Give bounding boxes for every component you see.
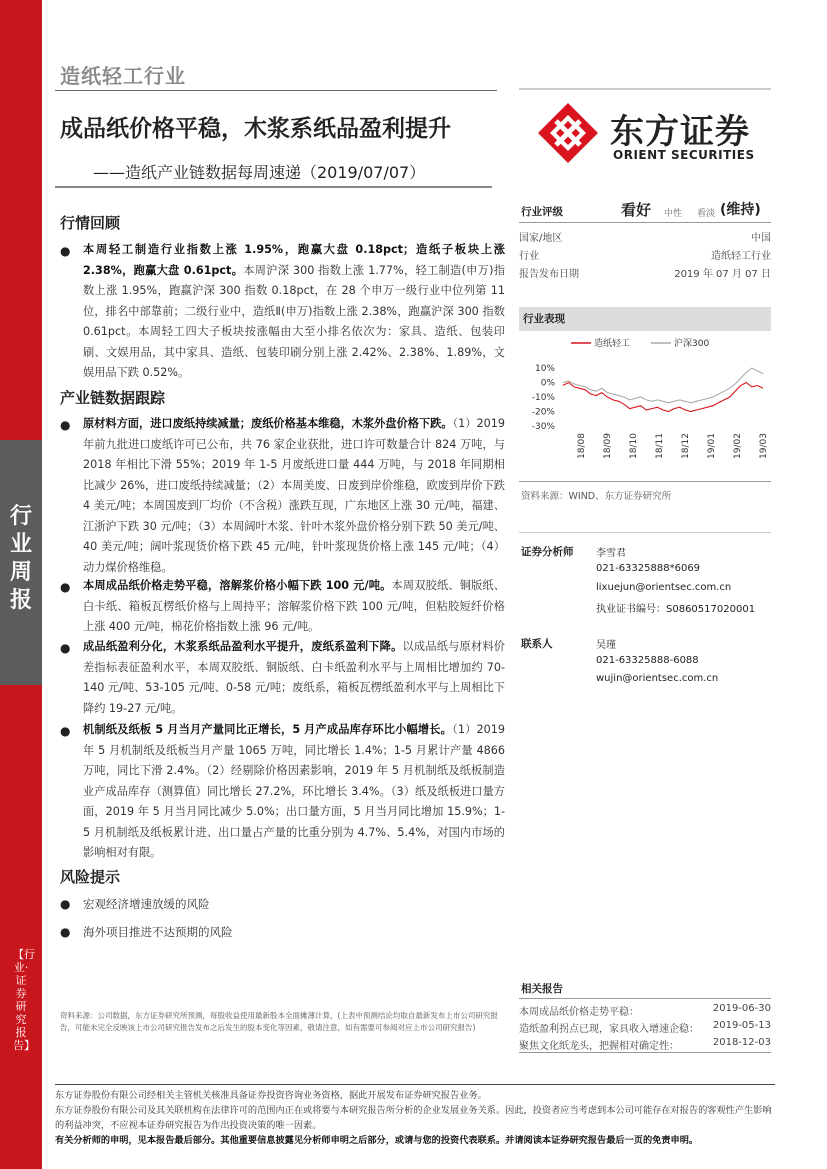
related-report-date: 2018-12-03 [712, 1037, 771, 1048]
company-logo [536, 101, 600, 165]
x-tick-label: 18/09 [603, 433, 613, 459]
related-report-row[interactable] [519, 1003, 771, 1018]
x-tick-label: 18/08 [577, 433, 587, 459]
info-row-date [519, 265, 771, 280]
divider [55, 1084, 775, 1085]
chain-item-lead: 原材料方面，进口废纸持续减量；废纸价格基本维稳，木浆外盘价格下跌。 [83, 417, 453, 430]
related-report-row[interactable] [519, 1020, 771, 1035]
section-heading-risk: 风险提示 [60, 868, 121, 886]
contact-name: 吴瑾 [596, 640, 616, 651]
legend-label: 沪深300 [674, 339, 710, 349]
bullet-icon: ● [60, 897, 71, 911]
chain-item [83, 414, 505, 578]
chain-item-text: 本周双胶纸、铜版纸、白卡纸、箱板瓦楞纸价格与上周持平；溶解浆价格下跌 100 元/吨，但粘胶短纤价格上涨 400 元/吨，棉花价格指数上涨 96 元/吨。 [83, 579, 505, 633]
market-review-paragraph [83, 240, 505, 384]
y-tick-label: -30% [531, 422, 555, 432]
contact-phone: 021-63325888-6088 [596, 655, 699, 666]
related-report-date: 2019-06-30 [712, 1003, 771, 1014]
divider [55, 186, 492, 188]
page-subtitle: ——造纸产业链数据每周速递（2019/07/07） [93, 163, 426, 182]
info-row-country [519, 229, 771, 244]
x-tick-label: 18/11 [655, 433, 665, 459]
market-review-text: 本周沪深 300 指数上涨 1.77%，轻工制造(申万)指数上涨 1.95%，跑赢沪深 300 指数 0.18pct，在 28 个申万一级行业中位列第 11 位，排名中部靠前；二级行业中，造纸Ⅱ(申万)指数上涨 2.38%，跑赢沪深 300 指数 0.61pct。本周轻工四大子板块按涨幅由大至小排名依次为：家具、造纸、包装印刷、文娱用品，其中家具、造纸、包装印刷分别上涨 2.42%、2.38%、1.89%，文娱用品下跌 0.52%。 [83, 263, 505, 379]
series-line [563, 383, 763, 412]
contact-label: 联系人 [521, 638, 553, 650]
footer-line: 东方证券股份有限公司经相关主管机关核准具备证券投资咨询业务资格，据此开展发布证券研究报告业务。 [55, 1090, 487, 1101]
divider [519, 998, 771, 999]
chain-item [83, 720, 505, 864]
y-tick-label: 10% [534, 364, 555, 374]
related-report-row[interactable] [519, 1037, 771, 1052]
analyst-cert: 执业证书编号：S0860517020001 [596, 604, 756, 615]
report-type-label: 行业周报 [9, 504, 32, 613]
bullet-icon: ● [60, 641, 71, 655]
x-tick-label: 18/10 [629, 433, 639, 459]
bullet-icon: ● [60, 925, 71, 939]
info-key: 国家/地区 [519, 233, 563, 244]
chain-item [83, 576, 505, 638]
chain-item [83, 637, 505, 719]
logo-en: ORIENT SECURITIES [613, 148, 755, 162]
divider [519, 88, 771, 90]
footer-line: 有关分析师的申明，见本报告最后部分。其他重要信息披露见分析师申明之后部分，或请与您的投资代表联系。并请阅读本证券研究报告最后一页的免责申明。 [55, 1135, 699, 1146]
info-value: 造纸轻工行业 [711, 251, 771, 262]
x-tick-label: 19/02 [733, 433, 743, 459]
chain-item-lead: 本周成品纸价格走势平稳，溶解浆价格小幅下跌 100 元/吨。 [83, 579, 392, 592]
info-value: 中国 [751, 233, 771, 244]
related-report-title[interactable]: 造纸盈利拐点已现，家具收入增速企稳： [519, 1024, 699, 1035]
y-tick-label: -10% [531, 393, 555, 403]
divider [519, 222, 771, 223]
info-key: 行业 [519, 251, 539, 262]
section-heading-market: 行情回顾 [60, 214, 121, 232]
industry-name: 造纸轻工行业 [60, 64, 186, 88]
risk-item: 海外项目推进不达预期的风险 [83, 925, 233, 939]
rating-option-negative: 看淡 [697, 209, 716, 219]
page-title: 成品纸价格平稳，木浆系纸品盈利提升 [60, 116, 451, 142]
chain-item-text: （1）2019 年前九批进口废纸许可已公布，共 76 家企业获批，进口许可数量合计 824 万吨，与 2018 年相比下滑 55%；2019 年 1-5 月废纸进口量 444 万吨，与 2018 年同期相比减少 26%，进口废纸持续减量；（2）本周美废、日废到岸价维稳，欧废到岸价下跌 4 美元/吨；本周国废到厂均价（不含税）涨跌互现，广东地区上涨 30 元/吨，福建、江浙沪下跌 30 元/吨；（3）本周阔叶木浆、针叶木浆外盘价格分别下跌 50 美元/吨、40 美元/吨；阔叶浆现货价格下跌 45 元/吨，针叶浆现货价格上涨 145 元/吨；（4）动力煤价格维稳。 [83, 417, 505, 574]
bullet-icon: ● [60, 724, 71, 738]
market-review-lead: 本周轻工制造行业指数上涨 1.95%，跑赢大盘 0.18pct；造纸子板块上涨 2.38%，跑赢大盘 0.61pct。 [83, 243, 505, 277]
analyst-label: 证券分析师 [521, 546, 574, 558]
divider [519, 1052, 771, 1053]
contact-email[interactable]: wujin@orientsec.com.cn [596, 673, 719, 684]
rating-status: (维持) [720, 202, 761, 218]
industry-performance-chart [519, 334, 771, 479]
risk-item: 宏观经济增速放缓的风险 [83, 897, 210, 911]
section-heading-chain: 产业链数据跟踪 [60, 389, 166, 407]
rating-label: 行业评级 [521, 206, 563, 218]
report-category-label: 【行业·证券研究报告】 [13, 948, 35, 1052]
analyst-name: 李雪君 [596, 548, 626, 559]
legend-label: 造纸轻工 [594, 339, 631, 349]
logo-cn: 东方证券 [610, 112, 750, 152]
related-report-title[interactable]: 本周成品纸价格走势平稳： [519, 1007, 639, 1018]
footer-line: 东方证券股份有限公司及其关联机构在法律许可的范围内正在或将要与本研究报告所分析的企业发展业务关系。因此，投资者应当考虑到本公司可能存在对报告的客观性产生影响的利益冲突，不应视本证券研究报告为作出投资决策的唯一因素。 [55, 1105, 772, 1131]
analyst-email[interactable]: lixuejun@orientsec.com.cn [596, 582, 732, 593]
bullet-icon: ● [60, 244, 71, 258]
chain-item-lead: 机制纸及纸板 5 月当月产量同比正增长，5 月产成品库存环比小幅增长。 [83, 723, 453, 736]
divider [519, 481, 771, 482]
bullet-icon: ● [60, 418, 71, 432]
related-report-title[interactable]: 聚焦文化纸龙头，把握相对确定性： [519, 1041, 679, 1052]
logo-mark-icon [536, 101, 600, 165]
x-tick-label: 19/01 [707, 433, 717, 459]
related-heading: 相关报告 [521, 983, 563, 995]
x-tick-label: 18/12 [681, 433, 691, 459]
info-key: 报告发布日期 [519, 269, 579, 280]
performance-heading: 行业表现 [519, 307, 771, 331]
chain-item-lead: 成品纸盈利分化，木浆系纸品盈利水平提升，废纸系盈利下降。 [83, 640, 403, 653]
source-note: 资料来源：公司数据，东方证券研究所预测，每股收益使用最新股本全面摊薄计算，(上表中预测结论均取自最新发布上市公司研究报告，可能未完全反映该上市公司研究报告发布之后发生的股本变化等因素，敬请注意，如有需要可参阅对应上市公司研究报告) [60, 1011, 498, 1032]
y-tick-label: -20% [531, 407, 555, 418]
rating-option-neutral: 中性 [664, 209, 683, 219]
chart-source: 资料来源：WIND、东方证券研究所 [521, 491, 672, 502]
chain-item-text: 以成品纸与原材料价差指标表征盈利水平，本周双胶纸、铜版纸、白卡纸盈利水平与上周相比增加约 70-140 元/吨、53-105 元/吨、0-58 元/吨；废纸系，箱板瓦楞纸盈利水平与上周相比下降约 19-27 元/吨。 [83, 640, 505, 715]
analyst-phone: 021-63325888*6069 [596, 563, 701, 574]
divider [519, 532, 771, 533]
chain-item-text: （1）2019 年 5 月机制纸及纸板当月产量 1065 万吨，同比增长 1.4%；1-5 月累计产量 4866 万吨，同比下滑 2.4%。（2）经剔除价格因素影响，2019 年 5 月机制纸及纸板制造业产成品库存（测算值）同比增长 27.2%，环比增长 3.4%。（3）纸及纸板进口量方面，2019 年 5 月当月同比减少 5.0%；出口量方面，5 月当月同比增加 15.9%；1-5 月机制纸及纸板累计进、出口量占产量的比重分别为 4.7%、5.4%，对国内市场的影响相对有限。 [83, 723, 505, 859]
footer [55, 1088, 775, 1148]
x-tick-label: 19/03 [759, 433, 769, 459]
bullet-icon: ● [60, 580, 71, 594]
series-line [563, 368, 763, 403]
rating-value: 看好 [621, 201, 652, 219]
info-value: 2019 年 07 月 07 日 [674, 269, 771, 280]
related-report-date: 2019-05-13 [712, 1020, 771, 1031]
divider [55, 90, 497, 91]
y-tick-label: 0% [540, 378, 555, 389]
info-row-industry [519, 247, 771, 262]
